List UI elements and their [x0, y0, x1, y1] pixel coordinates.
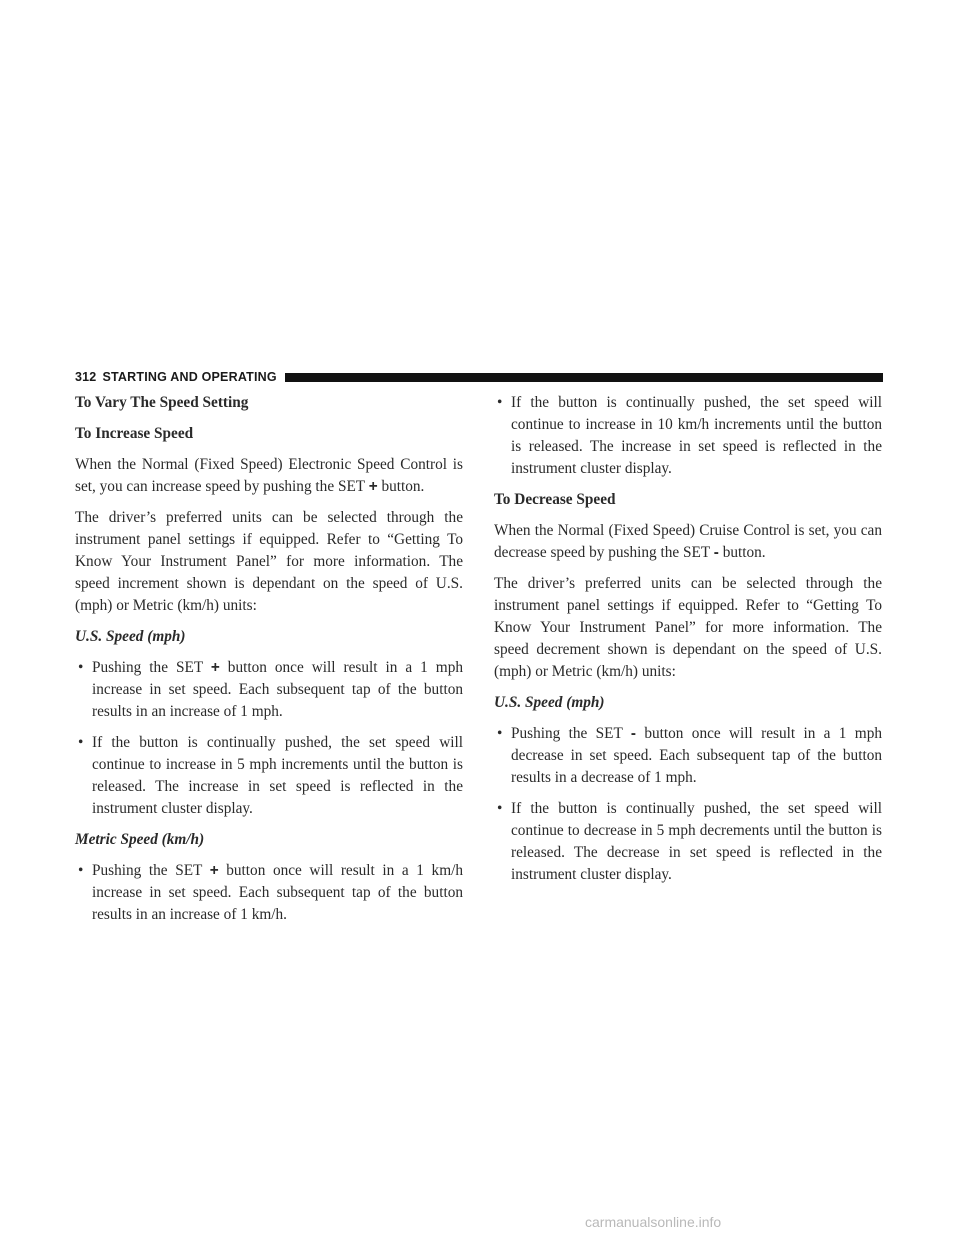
- heading-vary-speed: To Vary The Speed Setting: [75, 394, 249, 411]
- bullet-text: [511, 723, 882, 789]
- increase-intro-text: When the Normal (Fixed Speed) Electronic Speed Control is set, you can increase speed by pushing the SET: [75, 456, 463, 495]
- bullet-text-end: button once will result in a 1 mph decrease in set speed. Each subsequent tap of the button results in a decrease of 1 mph.: [511, 725, 882, 786]
- heading-metric-speed: Metric Speed (km/h): [75, 831, 205, 848]
- bullet-text: [92, 860, 463, 926]
- bullet-icon: •: [78, 862, 84, 879]
- heading-increase-speed: To Increase Speed: [75, 425, 194, 442]
- plus-symbol: +: [368, 478, 378, 495]
- bullet-text-start: Pushing the SET: [92, 862, 210, 879]
- decrease-intro-text: When the Normal (Fixed Speed) Cruise Control is set, you can decrease speed by pushing the SET: [494, 522, 882, 561]
- bullet-text-end: button once will result in a 1 mph increase in set speed. Each subsequent tap of the button results in an increase of 1 mph.: [92, 659, 463, 720]
- decrease-intro-text-end: button.: [718, 544, 766, 561]
- left-column: [75, 392, 463, 935]
- plus-symbol: +: [209, 862, 219, 879]
- list-item: [494, 392, 882, 480]
- heading-us-speed: U.S. Speed (mph): [75, 628, 186, 645]
- bullet-text: If the button is continually pushed, the set speed will continue to increase in 10 km/h increments until the button is released. The increase in set speed is reflected in the instrument cluster display.: [511, 394, 882, 477]
- bullet-icon: •: [497, 800, 503, 817]
- bullet-text-end: button once will result in a 1 km/h increase in set speed. Each subsequent tap of the button results in an increase of 1 km/h.: [92, 862, 463, 923]
- plus-symbol: +: [210, 659, 220, 676]
- header-rule: [285, 373, 883, 382]
- list-item: [494, 798, 882, 886]
- bullet-icon: •: [78, 659, 84, 676]
- bullet-icon: •: [497, 394, 503, 411]
- minus-symbol: -: [713, 544, 719, 561]
- bullet-text: If the button is continually pushed, the set speed will continue to decrease in 5 mph decrements until the button is released. The decrease in set speed is reflected in the instrument cluster display.: [511, 800, 882, 883]
- watermark-link[interactable]: carmanualsonline.info: [585, 1214, 722, 1230]
- units-paragraph: The driver’s preferred units can be selected through the instrument panel settings if equipped. Refer to “Getting To Know Your Instrument Panel” for more information. The speed decrement shown is dependant on the speed of U.S. (mph) or Metric (km/h) units:: [494, 575, 882, 680]
- list-item: [75, 657, 463, 723]
- minus-symbol: -: [630, 725, 637, 742]
- units-paragraph: The driver’s preferred units can be selected through the instrument panel settings if equipped. Refer to “Getting To Know Your Instrument Panel” for more information. The speed increment shown is dependant on the speed of U.S. (mph) or Metric (km/h) units:: [75, 509, 463, 614]
- bullet-icon: •: [78, 734, 84, 751]
- section-title: STARTING AND OPERATING: [102, 370, 277, 384]
- bullet-icon: •: [497, 725, 503, 742]
- bullet-text-start: Pushing the SET: [92, 659, 211, 676]
- list-item: [75, 860, 463, 926]
- bullet-text-start: Pushing the SET: [511, 725, 631, 742]
- increase-intro-text-end: button.: [377, 478, 425, 495]
- list-item: [494, 723, 882, 789]
- heading-us-speed: U.S. Speed (mph): [494, 694, 605, 711]
- increase-intro-paragraph: [75, 454, 463, 498]
- decrease-intro-paragraph: [494, 520, 882, 564]
- page-header: [75, 369, 883, 385]
- page-number: 312: [75, 370, 97, 384]
- bullet-text: If the button is continually pushed, the set speed will continue to increase in 5 mph increments until the button is released. The increase in set speed is reflected in the instrument cluster display.: [92, 734, 463, 817]
- bullet-text: [92, 657, 463, 723]
- right-column: [494, 392, 882, 895]
- list-item: [75, 732, 463, 820]
- heading-decrease-speed: To Decrease Speed: [494, 491, 616, 508]
